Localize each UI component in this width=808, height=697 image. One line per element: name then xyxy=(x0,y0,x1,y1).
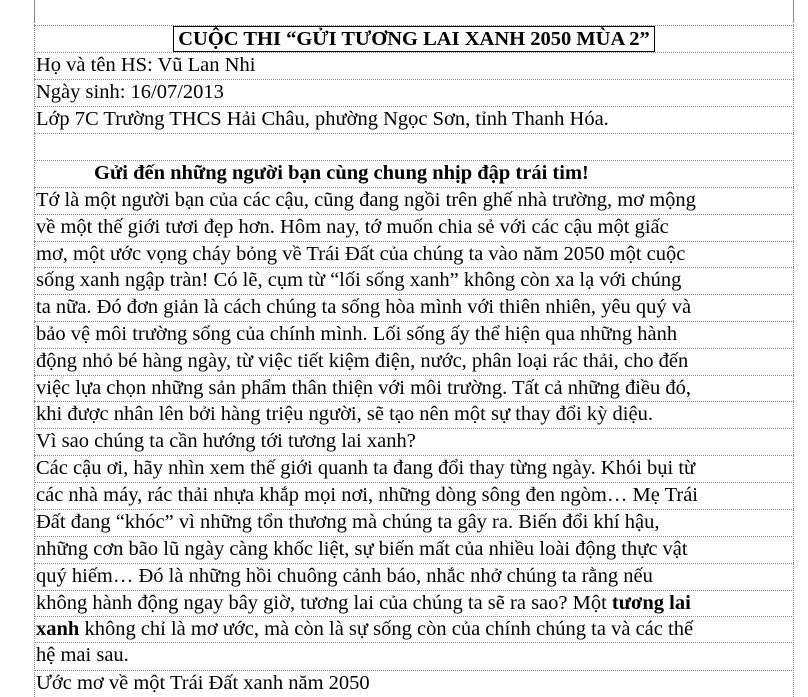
empty-line[interactable] xyxy=(34,133,794,159)
paragraph-2-line-6[interactable] xyxy=(34,590,794,615)
paragraph-2-line-8[interactable]: hệ mai sau. xyxy=(34,642,794,667)
school-line[interactable]: Lớp 7C Trường THCS Hải Châu, phường Ngọc Sơn, tỉnh Thanh Hóa. xyxy=(34,106,794,131)
paragraph-2-line-4[interactable]: những cơn bão lũ ngày càng khốc liệt, sự biến mất của nhiều loài động thực vật xyxy=(34,536,794,561)
document-title[interactable]: CUỘC THI “GỬI TƯƠNG LAI XANH 2050 MÙA 2” xyxy=(173,26,655,52)
paragraph-2-line-7-text: không chỉ là mơ ước, mà còn là sự sống còn của chính chúng ta và các thế xyxy=(79,618,694,640)
paragraph-1-line-9[interactable]: khi được nhân lên bởi hàng triệu người, sẽ tạo nên một sự thay đổi kỳ diệu. xyxy=(34,401,794,426)
paragraph-1-line-1[interactable]: Tớ là một người bạn của các cậu, cũng đang ngồi trên ghế nhà trường, mơ mộng xyxy=(34,187,794,212)
paragraph-1-line-3[interactable]: mơ, một ước vọng cháy bỏng về Trái Đất của chúng ta vào năm 2050 một cuộc xyxy=(34,241,794,266)
heading-why-green-future[interactable]: Vì sao chúng ta cần hướng tới tương lai xanh? xyxy=(34,428,794,453)
paragraph-2-line-1[interactable]: Các cậu ơi, hãy nhìn xem thế giới quanh ta đang đổi thay từng ngày. Khói bụi từ xyxy=(34,455,794,480)
paragraph-1-line-2[interactable]: về một thế giới tươi đẹp hơn. Hôm nay, tớ muốn chia sẻ với các cậu một giấc xyxy=(34,214,794,239)
document-page xyxy=(34,0,794,697)
greeting-line[interactable]: Gửi đến những người bạn cùng chung nhịp đập trái tim! xyxy=(34,160,794,185)
paragraph-1-line-7[interactable]: động nhỏ bé hàng ngày, từ việc tiết kiệm điện, nước, phân loại rác thải, cho đến xyxy=(34,348,794,373)
paragraph-2-bold-phrase-2: xanh xyxy=(36,618,80,640)
heading-dream-green-earth[interactable]: Ước mơ về một Trái Đất xanh năm 2050 xyxy=(34,670,794,695)
paragraph-1-line-8[interactable]: việc lựa chọn những sản phẩm thân thiện với môi trường. Tất cả những điều đó, xyxy=(34,375,794,400)
title-line[interactable] xyxy=(34,25,794,52)
paragraph-2-line-5[interactable]: quý hiếm… Đó là những hồi chuông cảnh báo, nhắc nhở chúng ta rằng nếu xyxy=(34,563,794,588)
paragraph-2-line-6-text: không hành động ngay bây giờ, tương lai của chúng ta sẽ ra sao? Một xyxy=(36,592,612,614)
paragraph-2-line-3[interactable]: Đất đang “khóc” vì những tổn thương mà chúng ta gây ra. Biến đổi khí hậu, xyxy=(34,509,794,534)
paragraph-1-line-5[interactable]: ta nữa. Đó đơn giản là cách chúng ta sống hòa mình với thiên nhiên, yêu quý và xyxy=(34,294,794,319)
paragraph-2-line-2[interactable]: các nhà máy, rác thải nhựa khắp mọi nơi, những dòng sông đen ngòm… Mẹ Trái xyxy=(34,482,794,507)
paragraph-1-line-4[interactable]: sống xanh ngập tràn! Có lẽ, cụm từ “lối sống xanh” không còn xa lạ với chúng xyxy=(34,267,794,292)
paragraph-2-line-7[interactable] xyxy=(34,616,794,641)
birth-date-line[interactable]: Ngày sinh: 16/07/2013 xyxy=(34,79,794,104)
paragraph-2-bold-phrase-1: tương lai xyxy=(611,592,691,614)
student-name-line[interactable]: Họ và tên HS: Vũ Lan Nhi xyxy=(34,52,794,77)
paragraph-1-line-6[interactable]: bảo vệ môi trường sống của chính mình. Lối sống ấy thể hiện qua những hành xyxy=(34,321,794,346)
